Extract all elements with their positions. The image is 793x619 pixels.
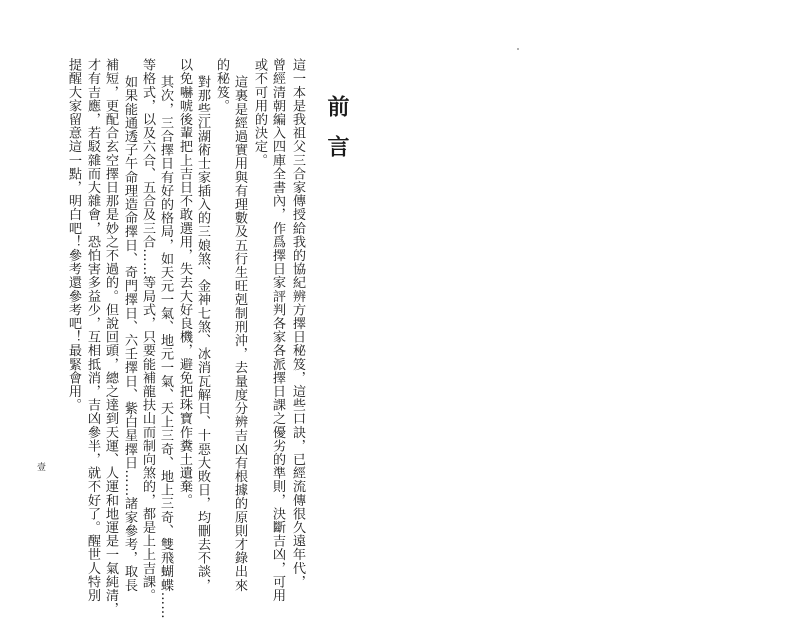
- text-column: 以免嚇唬後輩把上吉日不敢選用，失去大好良機，避免把珠寶作糞土遺棄。: [177, 58, 192, 507]
- text-column: 才有吉應，若駁雜而大雜會，恐怕害多益少，互相抵消，吉凶參半，就不好了。醒世人特別: [85, 58, 100, 602]
- text-column: 補短，更配合玄空擇日那是妙之不過的。但說回頭，總之達到天運、人運和地運是一氣純清，: [103, 58, 118, 616]
- page-number: 壹: [35, 462, 45, 471]
- text-column: 這一本是我祖父三合家傳授給我的協紀辨方擇日秘笈，這些口訣，已經流傳很久遠年代，: [290, 58, 305, 589]
- text-column: 的秘笈。: [214, 58, 229, 113]
- text-column: 等格式，以及六合、五合及三合……等局式，只要能補龍扶山而制向煞的，都是上上吉課。: [140, 58, 155, 602]
- text-column: 或不可用的決定。: [252, 58, 267, 167]
- text-column: 提醒大家留意這一點，明白吧！參考還參考吧！最緊會用。: [66, 58, 81, 412]
- scan-speck: [517, 48, 519, 50]
- text-column: 對那些江湖術士家插入的三娘煞、金神七煞、冰消瓦解日、十惡大敗日，均刪去不談，: [195, 75, 210, 592]
- page-title: 前言: [324, 95, 350, 175]
- text-column: 如果能通透子午命理造命擇日、奇門擇日、六壬擇日、紫白星擇日……諸家參考，取長: [122, 75, 137, 592]
- text-column: 這裏是經過實用與有理數及五行生旺剋制刑沖，去量度分辨吉凶有根據的原則才錄出來: [232, 75, 247, 592]
- text-column: 曾經清朝編入四庫全書內，作爲擇日家評判各家各派擇日課之優劣的準則，決斷吉凶，可用: [270, 58, 285, 602]
- text-column: 其次，三合擇日有好的格局，如天元一氣、地元一氣、天上三奇、地上三奇、雙飛蝴蝶……: [158, 75, 173, 619]
